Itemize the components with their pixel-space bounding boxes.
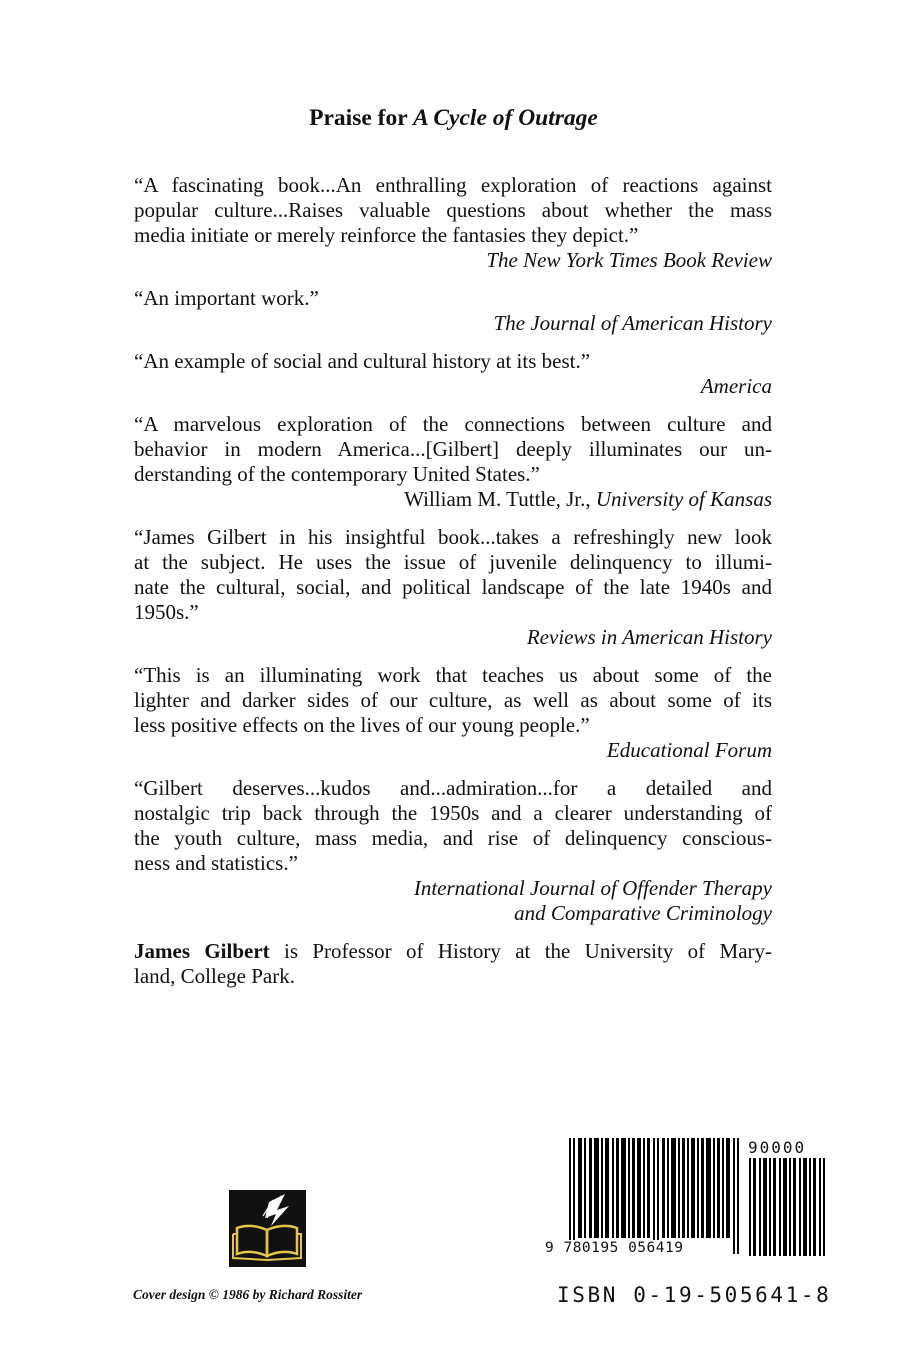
quote-line: “A marvelous exploration of the connections between culture and [134, 412, 772, 436]
quote-text [134, 173, 772, 248]
quote-source: America [700, 374, 772, 398]
page-heading [0, 105, 907, 132]
quote-line: derstanding of the contemporary United States.” [134, 462, 540, 486]
quote-source: The Journal of American History [493, 311, 772, 335]
review-quote [134, 663, 772, 763]
isbn-number: ISBN 0-19-505641-8 [557, 1283, 832, 1307]
review-quote [134, 525, 772, 650]
quote-text [134, 776, 772, 876]
barcode-main-bars [569, 1138, 744, 1254]
quote-source: International Journal of Offender Therapy [413, 876, 772, 900]
quote-line: “An example of social and cultural history at its best.” [134, 349, 591, 373]
bio-text: is Professor of History at the University of Mary- [269, 939, 772, 963]
barcode-digits: 9 780195 056419 [545, 1240, 684, 1256]
bio-line [134, 939, 772, 964]
quote-line: nostalgic trip back through the 1950s and a clearer understanding of [134, 801, 772, 825]
review-quote [134, 776, 772, 926]
quote-line: ness and statistics.” [134, 851, 298, 875]
quote-line: “A fascinating book...An enthralling exploration of reactions against [134, 173, 772, 197]
barcode-addon-bars [749, 1158, 825, 1256]
author-bio [134, 939, 772, 989]
quote-source: The New York Times Book Review [486, 248, 772, 272]
publisher-logo-icon [229, 1190, 306, 1267]
barcode-addon-digits: 90000 [748, 1138, 807, 1157]
source-affiliation: University of Kansas [595, 487, 772, 511]
quote-text [134, 525, 772, 625]
quote-line: “James Gilbert in his insightful book...takes a refreshingly new look [134, 525, 772, 549]
quote-text [134, 349, 772, 374]
quote-line: lighter and darker sides of our culture, as well as about some of its [134, 688, 772, 712]
quote-line: “An important work.” [134, 286, 319, 310]
quote-line: 1950s.” [134, 600, 199, 624]
quote-text [134, 286, 772, 311]
barcode-icon [545, 1138, 830, 1263]
quote-source [134, 487, 772, 512]
book-title: A Cycle of Outrage [413, 105, 598, 131]
quote-line: nate the cultural, social, and political landscape of the late 1940s and [134, 575, 772, 599]
quote-line: at the subject. He uses the issue of juvenile delinquency to illumi- [134, 550, 772, 574]
quote-text [134, 412, 772, 487]
quote-text [134, 663, 772, 738]
review-quote [134, 173, 772, 273]
cover-credit: Cover design © 1986 by Richard Rossiter [133, 1287, 363, 1302]
quote-source: Educational Forum [606, 738, 772, 762]
quote-line: the youth culture, mass media, and rise of delinquency conscious- [134, 826, 772, 850]
quote-line: popular culture...Raises valuable questions about whether the mass [134, 198, 772, 222]
review-quote [134, 412, 772, 512]
quote-line: less positive effects on the lives of our young people.” [134, 713, 590, 737]
quote-line: behavior in modern America...[Gilbert] deeply illuminates our un- [134, 437, 772, 461]
quote-line: “Gilbert deserves...kudos and...admiration...for a detailed and [134, 776, 772, 800]
heading-prefix: Praise for [309, 105, 408, 131]
quote-source-line2: and Comparative Criminology [514, 901, 772, 925]
quote-line: media initiate or merely reinforce the fantasies they depict.” [134, 223, 639, 247]
review-quote [134, 349, 772, 399]
review-quote [134, 286, 772, 336]
bio-line: land, College Park. [134, 964, 295, 988]
praise-section [134, 173, 772, 989]
quote-source: Reviews in American History [526, 625, 772, 649]
source-author: William M. Tuttle, Jr., [404, 487, 591, 511]
author-name: James Gilbert [134, 939, 270, 963]
quote-line: “This is an illuminating work that teaches us about some of the [134, 663, 772, 687]
